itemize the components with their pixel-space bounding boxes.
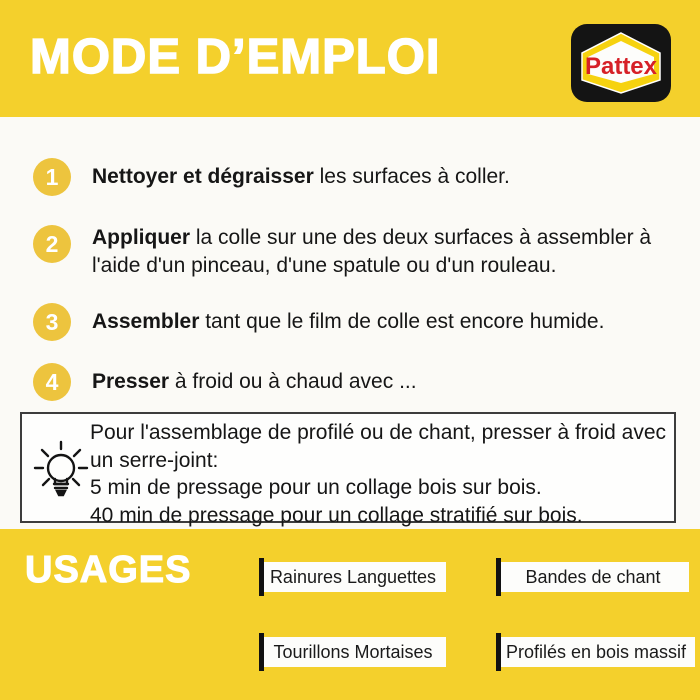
step-3-keyword: Assembler: [92, 310, 200, 333]
tag-left-bar: [259, 633, 264, 671]
tip-line: 5 min de pressage pour un collage bois sur bois.: [90, 476, 542, 499]
tip-box: [20, 412, 676, 527]
usages-title: USAGES: [25, 549, 192, 591]
step-1-detail: les surfaces à coller.: [313, 165, 510, 188]
step-1-number-badge: 1: [33, 158, 71, 196]
step-2-text: [92, 224, 677, 280]
step-2-keyword: Appliquer: [92, 226, 190, 249]
tag-left-bar: [259, 558, 264, 596]
tip-line: 40 min de pressage pour un collage stratifié sur bois.: [90, 503, 583, 527]
step-3-detail: tant que le film de colle est encore humide.: [199, 310, 605, 333]
step-2-detail: la colle sur une des deux surfaces à assembler à l'aide d'un pinceau, d'une spatule ou d'un rouleau.: [92, 226, 652, 277]
step-4-text: [92, 368, 677, 396]
tip-line: Pour l'assemblage de profilé ou de chant, presser à froid avec un serre-joint:: [90, 421, 667, 472]
pattex-logo-icon: [571, 24, 671, 102]
usages-section: [0, 529, 700, 700]
tag-left-bar: [496, 633, 501, 671]
pattex-logo-text: Pattex: [584, 53, 658, 80]
usage-tag-label: Bandes de chant: [525, 566, 661, 587]
header-banner: [0, 0, 700, 117]
usage-tag-tourillons-mortaises: [260, 637, 446, 667]
step-4-detail: à froid ou à chaud avec ...: [169, 370, 417, 393]
lightbulb-icon: [32, 436, 90, 504]
step-2-number-badge: 2: [33, 225, 71, 263]
usage-tag-label: Rainures Languettes: [269, 566, 437, 587]
step-4-number-badge: 4: [33, 363, 71, 401]
tag-left-bar: [496, 558, 501, 596]
usage-tag-bandes-de-chant: [497, 562, 689, 592]
step-1-text: [92, 163, 677, 191]
page-title: MODE D’EMPLOI: [30, 30, 441, 84]
usage-tag-label: Profilés en bois massif: [505, 641, 687, 662]
usage-tag-label: Tourillons Mortaises: [273, 641, 433, 662]
usage-tag-rainures-languettes: [260, 562, 446, 592]
usage-tag-profiles-bois-massif: [497, 637, 695, 667]
step-1-keyword: Nettoyer et dégraisser: [92, 165, 314, 188]
tip-text: [90, 419, 668, 529]
step-3-number-badge: 3: [33, 303, 71, 341]
step-4-keyword: Presser: [92, 370, 170, 393]
step-3-text: [92, 308, 677, 336]
